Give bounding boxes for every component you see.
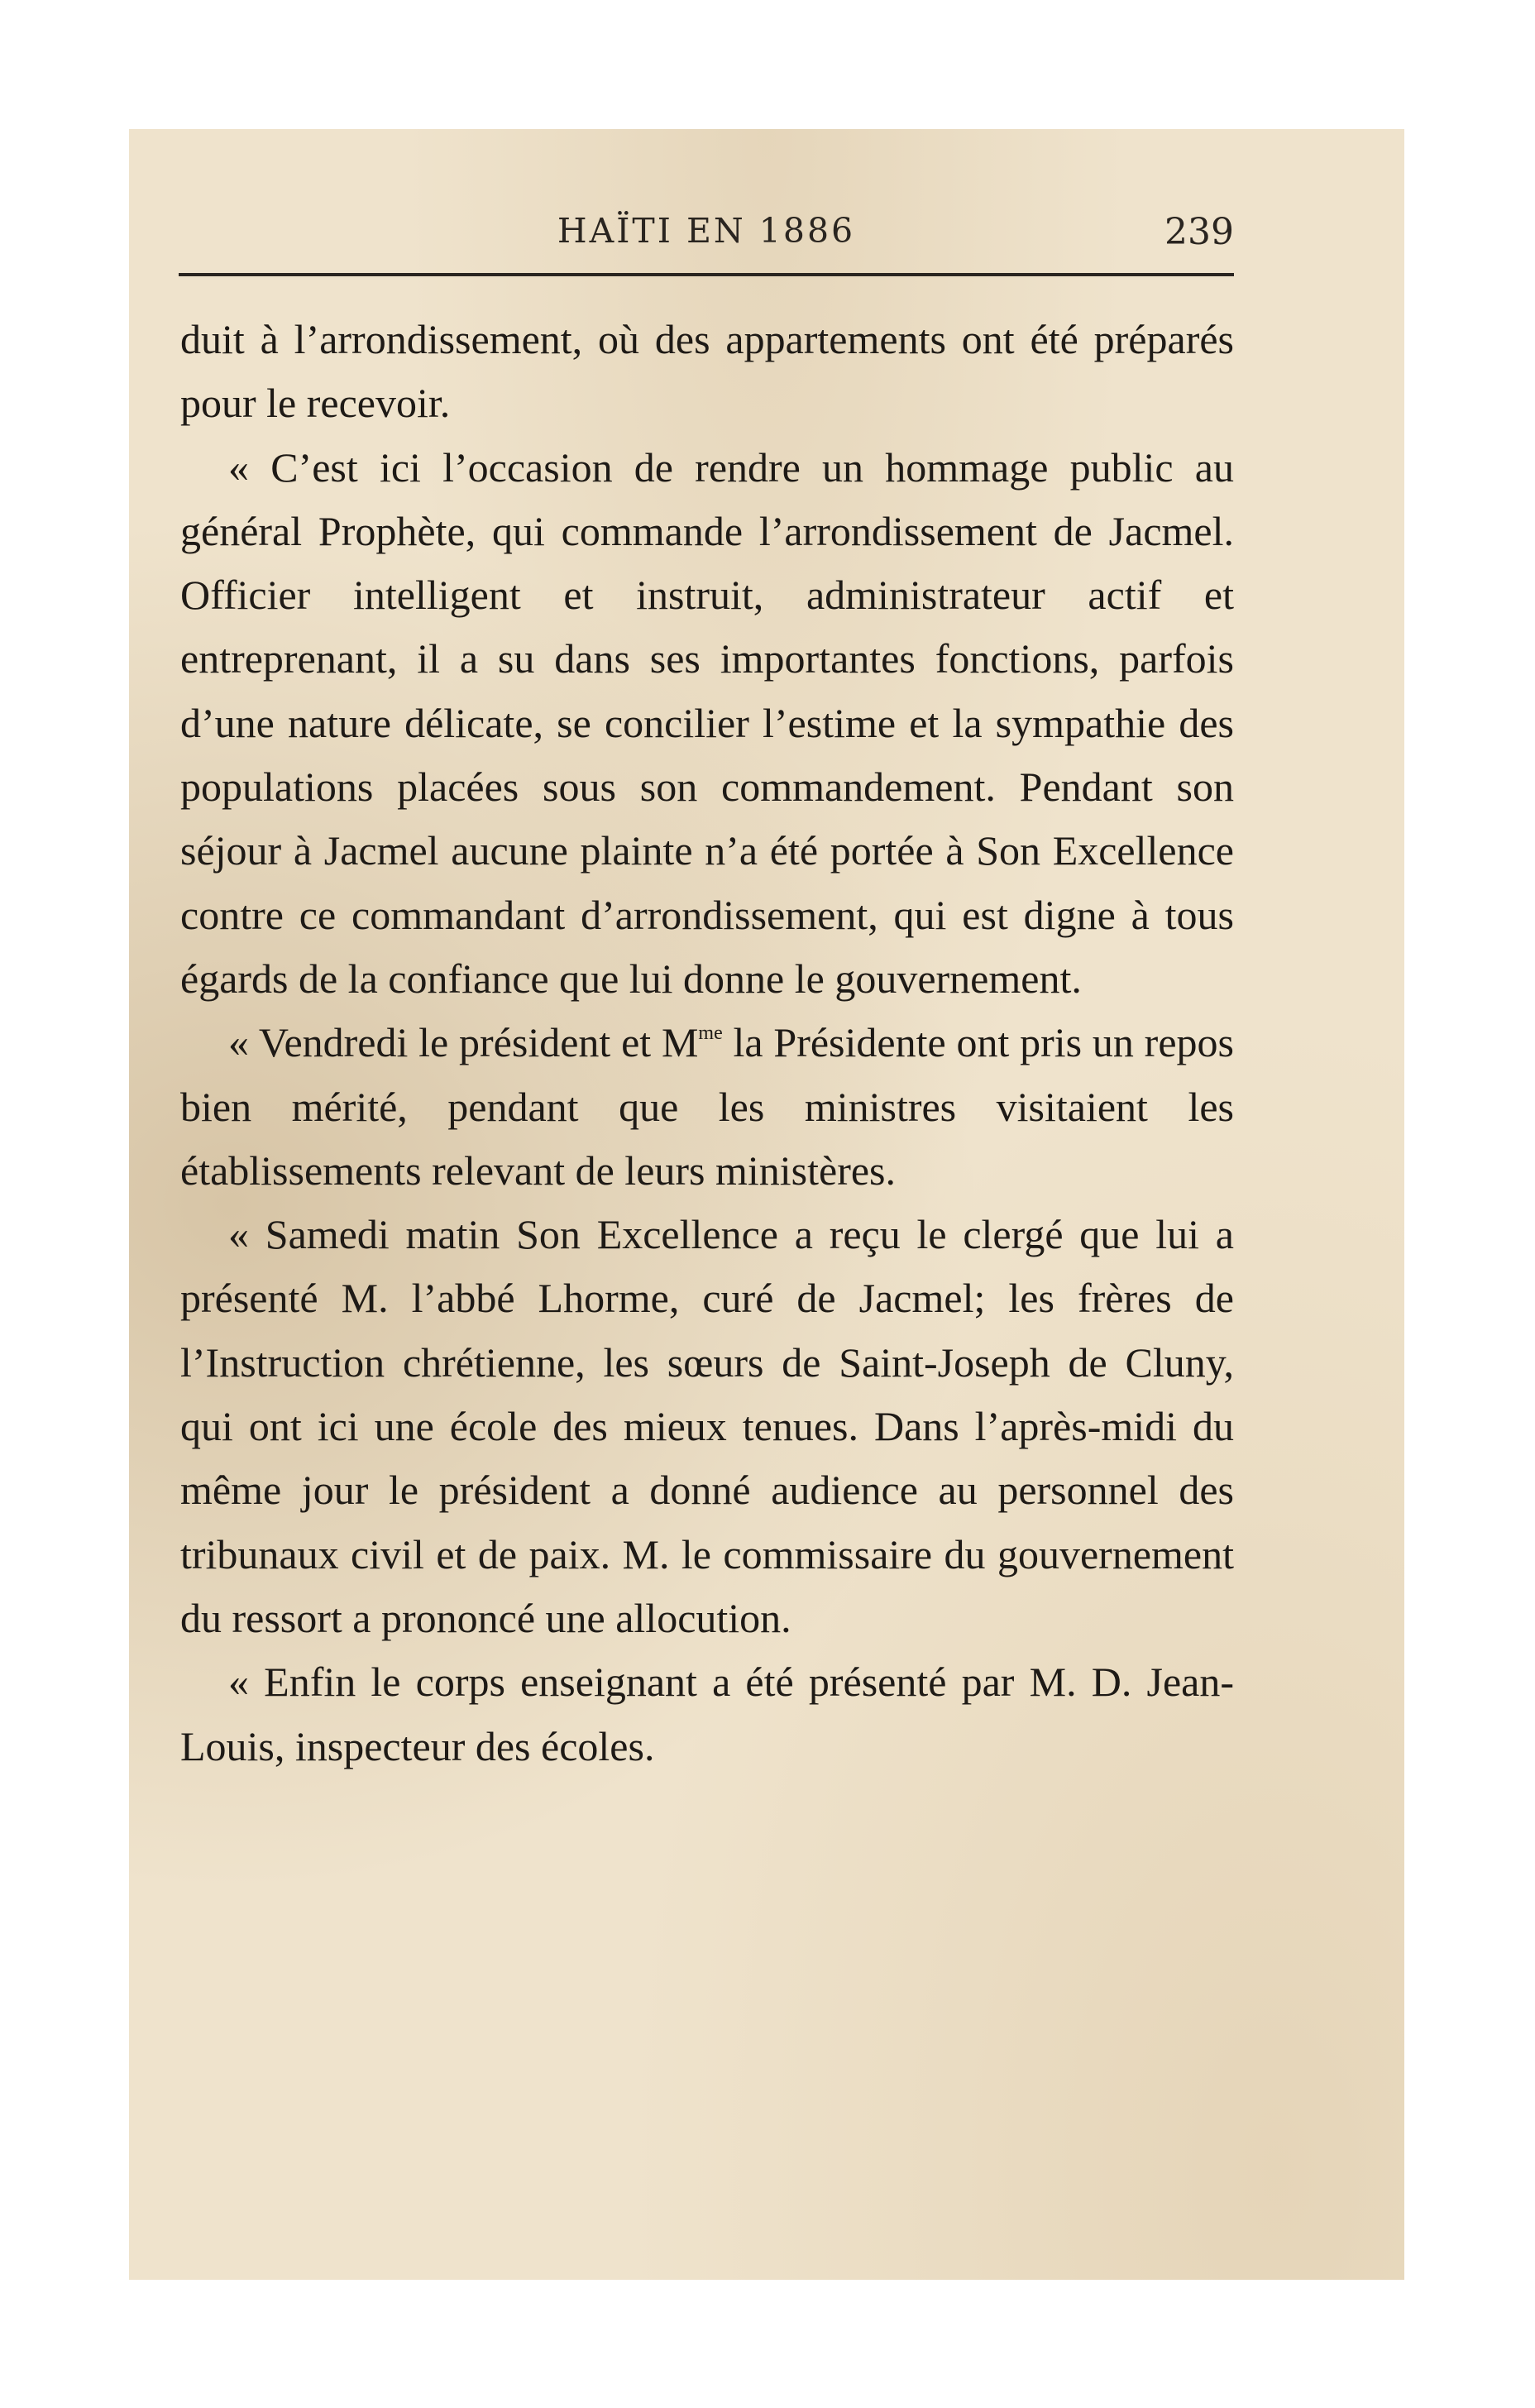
paragraph-continuation: duit à l’arrondissement, où des appartements ont été préparés pour le recevoir. [180, 316, 1234, 427]
paragraph-samedi: « Samedi matin Son Excellence a reçu le clergé que lui a présenté M. l’abbé Lhorme, curé de Jacmel; les frères de l’Instruction chrétienne, les sœurs de Saint-Joseph de Cluny, qui ont ici une école des mieux tenues. Dans l’après-midi du même jour le président a donné audience au personnel des tribunaux civil et de paix. M. le commissaire du gouvernement du ressort a prononcé une allocution. [180, 1211, 1234, 1641]
paragraph-vendredi-end: la Présidente ont pris un repos bien mérité, pendant que les ministres visitaient les établissements relevant de leurs ministères. [180, 1019, 1234, 1194]
paragraph-enfin: « Enfin le corps enseignant a été présenté par M. D. Jean-Louis, inspecteur des écoles. [180, 1659, 1234, 1769]
paragraph-vendredi-start: « Vendredi le président et M [228, 1019, 699, 1066]
running-title: HAÏTI EN 1886 [557, 211, 856, 251]
superscript-me: me [698, 1022, 723, 1044]
paragraph-vendredi [180, 1011, 1234, 1203]
header-rule [179, 273, 1234, 276]
page-number: 239 [1164, 211, 1234, 253]
paragraph-general-prophete: « C’est ici l’occasion de rendre un hommage public au général Prophète, qui commande l’arrondissement de Jacmel. Officier intelligent et instruit, administrateur actif et entreprenant, il a su dans ses importantes fonctions, parfois d’une nature délicate, se concilier l’estime et la sympathie des populations placées sous son commandement. Pendant son séjour à Jacmel aucune plainte n’a été portée à Son Excellence contre ce commandant d’arrondissement, qui est digne à tous égards de la confiance que lui donne le gouvernement. [180, 443, 1234, 1002]
body-text [180, 308, 1234, 1778]
page-header [179, 211, 1234, 261]
